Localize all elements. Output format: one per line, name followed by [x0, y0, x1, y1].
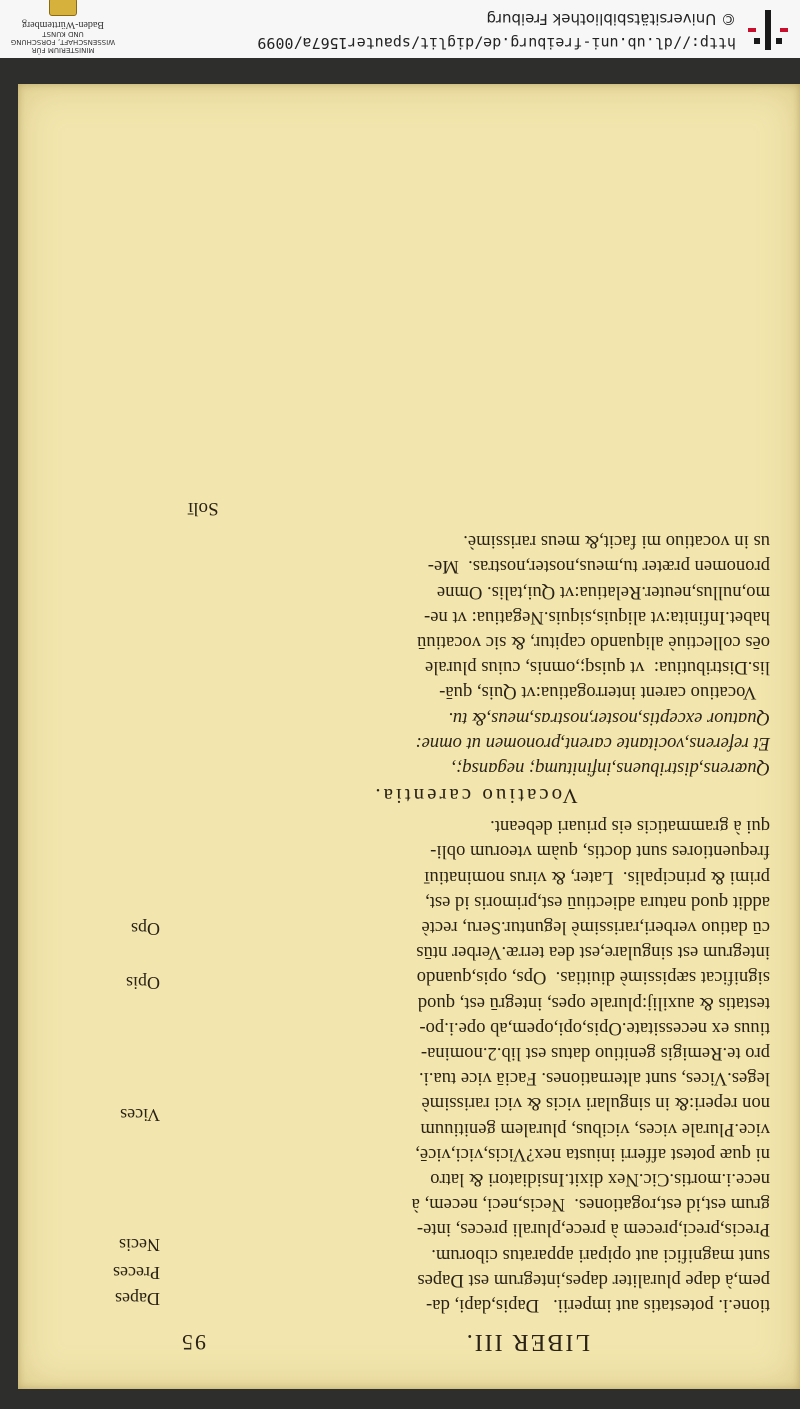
- copyright-notice: © Universitätsbibliothek Freiburg: [486, 10, 736, 28]
- text-column: [180, 497, 770, 1355]
- marginal-note-ops: Ops: [130, 919, 160, 939]
- text-line: oēs collectiuè aliquando capitur, & sic vocatiuū: [417, 631, 770, 653]
- running-header: [180, 1328, 770, 1355]
- text-line: grum est,id est,rogationes. Necis,neci, necem, à: [411, 1194, 770, 1216]
- text-line: vice.Plurale vices, vicibus, pluralem genitiuum: [420, 1118, 770, 1140]
- marginal-note-preces: Preces: [113, 1263, 160, 1283]
- marginal-note-opis: Opis: [125, 973, 160, 993]
- viewer-header: [0, 0, 800, 59]
- running-head: LIBER III.: [464, 1329, 590, 1355]
- text-line: sunt magnifici aut opipari apparatus ciborum.: [431, 1244, 770, 1266]
- text-line: non reperi:& in singulari vicis & vici rarissimè: [421, 1093, 770, 1115]
- main-text-block: [180, 814, 770, 1318]
- page-content-rotated: [18, 84, 800, 1389]
- text-line: Vocatiuo carent interrogatiua:vt Quis, quā-: [439, 682, 770, 704]
- marginal-note-dapes: Dapes: [115, 1289, 160, 1309]
- section-title: Vocatiuo carentia.: [372, 783, 578, 808]
- text-line: pronomen præter tu,meus,noster,nostras. Me-: [427, 556, 770, 578]
- text-line: ni quæ potest afferri iniusta nex?Vicis,vici,vicē,: [415, 1143, 770, 1165]
- text-line: habet.Infinita:vt aliquis,siquis.Negatiua: vt ne-: [424, 606, 770, 628]
- verse-block: [180, 705, 770, 781]
- text-line: pem,à dape pluraliter dapes,integrum est Dapes: [417, 1269, 770, 1291]
- text-line: qui à grammaticis eis priuari debeant.: [490, 816, 770, 838]
- text-line: nece.i.mortis.Cic.Nex dixit.Insidiatori & latro: [430, 1168, 770, 1190]
- ub-freiburg-logo: [746, 8, 790, 52]
- folio-number: 95: [180, 1330, 206, 1355]
- text-line: cū datiuo verberi,rarissimè leguntur.Seru, rectè: [421, 916, 770, 938]
- text-line: tione.i. potestatis aut imperii. Dapis,dapi, da-: [426, 1295, 770, 1316]
- commentary-block: [180, 529, 770, 705]
- text-line: mo,nullus,neuter.Relatiua:vt Qui,talis. Omne: [436, 581, 770, 603]
- text-line: tiuus ex necessitate.Opis,opi,opem,ab ope.i.po-: [419, 1017, 770, 1039]
- text-line: Et referens,vocitante carent,pronomen ut omne:: [415, 732, 770, 754]
- text-line: Quærens,distribuens,infinitumq; negansq;,: [451, 757, 770, 779]
- funding-badge: [8, 4, 118, 54]
- marginal-note-vices: Vices: [120, 1105, 160, 1125]
- text-line: significat sæpissimè diuitias. Ops, opis,quando: [416, 967, 770, 989]
- text-line: pro te.Remigis genitiuo datus est lib.2.nomina-: [420, 1042, 770, 1064]
- text-line: frequentiores sunt doctis, quàm vteorum obli-: [430, 841, 770, 863]
- text-line: lis.Distributiua: vt quisq;,omnis, cuius plurale: [424, 657, 770, 679]
- text-line: Precis,preci,precem à prece,plurali preces, inte-: [416, 1219, 770, 1241]
- text-line: testatis & auxilij:plurale opes, integrū est, quod: [417, 992, 770, 1014]
- funding-ministry: MINISTERIUM FÜR WISSENSCHAFT, FORSCHUNG UND KUNST: [10, 30, 116, 54]
- catchword: Solī: [188, 497, 219, 519]
- coat-of-arms-icon: [49, 0, 77, 16]
- document-url: http://dl.ub.uni-freiburg.de/diglit/spauter1567a/0099: [257, 34, 736, 52]
- text-line: leges.Vices, sunt alternationes. Faciā vice tua.i.: [418, 1068, 770, 1090]
- text-line: addit quod natura adiectiuū est,primoris id est,: [425, 891, 770, 913]
- funding-name: Baden-Württemberg: [22, 19, 105, 30]
- scanned-page: [18, 84, 800, 1389]
- text-line: us in vocatiuo mi facit,& meus rarissimè.: [463, 531, 770, 553]
- text-line: primi & principalis. Later, & virus nominatiuī: [424, 866, 770, 888]
- marginal-note-necis: Necis: [119, 1235, 160, 1255]
- text-line: integrum est singulare,est dea terræ.Verber ntūs: [416, 942, 770, 964]
- text-line: Quatuor exceptis,noster,nostras,meus,& tu.: [448, 707, 770, 729]
